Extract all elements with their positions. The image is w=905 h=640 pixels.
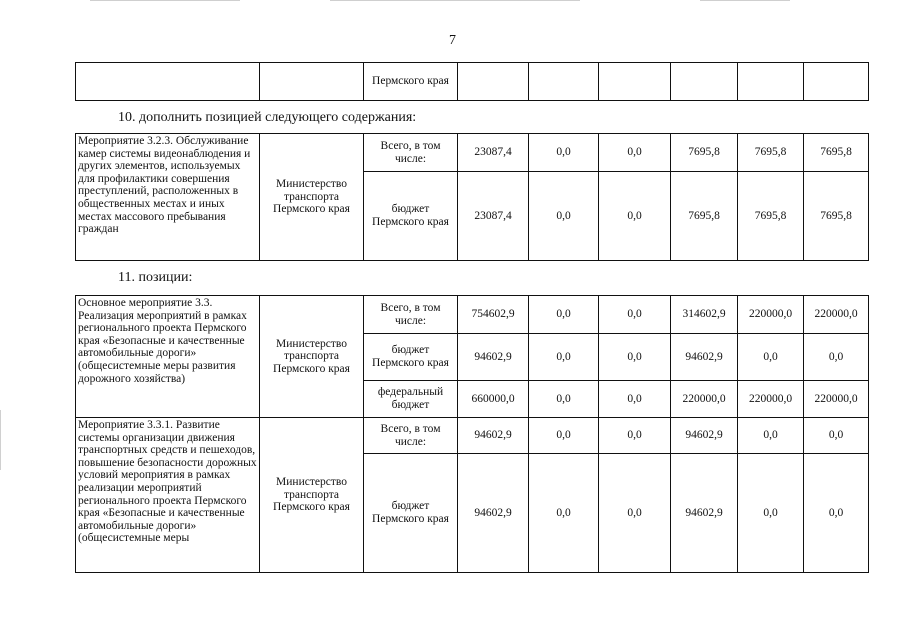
scan-artifact-margin <box>0 410 1 470</box>
scan-artifact-line <box>90 0 240 1</box>
executor-cell: Министерство транспорта Пермского края <box>260 296 364 418</box>
value-cell: 220000,0 <box>804 381 869 418</box>
value-cell: 220000,0 <box>804 296 869 334</box>
executor-cell <box>260 63 364 101</box>
value-cell: 0,0 <box>599 418 671 454</box>
scan-artifact-line <box>330 0 580 1</box>
source-cell: Пермского края <box>364 63 458 101</box>
value-cell: 0,0 <box>738 454 804 573</box>
value-cell: 660000,0 <box>458 381 529 418</box>
value-cell: 0,0 <box>529 418 599 454</box>
value-cell: 0,0 <box>529 334 599 381</box>
value-cell: 0,0 <box>599 334 671 381</box>
value-cell <box>738 63 804 101</box>
source-cell: бюджет Пермского края <box>364 334 458 381</box>
value-cell <box>529 63 599 101</box>
paragraph-11: 11. позиции: <box>118 270 193 285</box>
description-cell: Мероприятие 3.2.3. Обслуживание камер системы видеонаблюдения и других элементов, используемых для профилактики совершения преступлений, расположенных в общественных местах и иных местах массового пребывания граждан <box>76 134 260 261</box>
value-cell: 94602,9 <box>458 454 529 573</box>
value-cell: 314602,9 <box>671 296 738 334</box>
source-cell: бюджет Пермского края <box>364 172 458 261</box>
scan-artifact-line <box>700 0 790 1</box>
source-cell: федеральный бюджет <box>364 381 458 418</box>
table-row <box>76 418 869 454</box>
value-cell: 7695,8 <box>804 172 869 261</box>
value-cell <box>458 63 529 101</box>
value-cell: 0,0 <box>804 454 869 573</box>
value-cell: 0,0 <box>529 134 599 172</box>
value-cell: 0,0 <box>599 454 671 573</box>
table-row <box>76 296 869 334</box>
value-cell <box>599 63 671 101</box>
value-cell: 0,0 <box>529 172 599 261</box>
page-number: 7 <box>449 33 456 48</box>
source-cell: бюджет Пермского края <box>364 454 458 573</box>
table-row <box>76 63 869 101</box>
value-cell: 7695,8 <box>804 134 869 172</box>
table-item-11 <box>75 295 869 573</box>
value-cell: 0,0 <box>599 172 671 261</box>
value-cell: 7695,8 <box>671 172 738 261</box>
executor-cell: Министерство транспорта Пермского края <box>260 134 364 261</box>
table-continuation <box>75 62 869 101</box>
table-item-10 <box>75 133 869 261</box>
value-cell <box>671 63 738 101</box>
desc-cell <box>76 63 260 101</box>
value-cell: 94602,9 <box>671 454 738 573</box>
value-cell: 0,0 <box>529 454 599 573</box>
value-cell: 7695,8 <box>738 134 804 172</box>
table-row <box>76 134 869 172</box>
value-cell <box>804 63 869 101</box>
source-cell: Всего, в том числе: <box>364 134 458 172</box>
value-cell: 0,0 <box>529 381 599 418</box>
value-cell: 94602,9 <box>458 334 529 381</box>
value-cell: 0,0 <box>599 134 671 172</box>
description-cell: Мероприятие 3.3.1. Развитие системы организации движения транспортных средств и пешеходов, повышение безопасности дорожных условий мероприятия в рамках реализации мероприятий регионального проекта Пермского края «Безопасные и качественные автомобильные дороги» (общесистемные меры <box>76 418 260 573</box>
value-cell: 0,0 <box>599 296 671 334</box>
value-cell: 754602,9 <box>458 296 529 334</box>
value-cell: 220000,0 <box>738 296 804 334</box>
value-cell: 0,0 <box>529 296 599 334</box>
value-cell: 23087,4 <box>458 172 529 261</box>
value-cell: 220000,0 <box>671 381 738 418</box>
description-cell: Основное мероприятие 3.3. Реализация мероприятий в рамках регионального проекта Пермского края «Безопасные и качественные автомобильные дороги» (общесистемные меры развития дорожного хозяйства) <box>76 296 260 418</box>
value-cell: 0,0 <box>804 334 869 381</box>
source-cell: Всего, в том числе: <box>364 418 458 454</box>
executor-cell: Министерство транспорта Пермского края <box>260 418 364 573</box>
value-cell: 7695,8 <box>738 172 804 261</box>
value-cell: 220000,0 <box>738 381 804 418</box>
value-cell: 0,0 <box>738 334 804 381</box>
value-cell: 0,0 <box>738 418 804 454</box>
value-cell: 23087,4 <box>458 134 529 172</box>
source-cell: Всего, в том числе: <box>364 296 458 334</box>
paragraph-10: 10. дополнить позицией следующего содержания: <box>118 110 417 125</box>
value-cell: 7695,8 <box>671 134 738 172</box>
value-cell: 0,0 <box>804 418 869 454</box>
value-cell: 94602,9 <box>671 334 738 381</box>
value-cell: 0,0 <box>599 381 671 418</box>
value-cell: 94602,9 <box>458 418 529 454</box>
value-cell: 94602,9 <box>671 418 738 454</box>
